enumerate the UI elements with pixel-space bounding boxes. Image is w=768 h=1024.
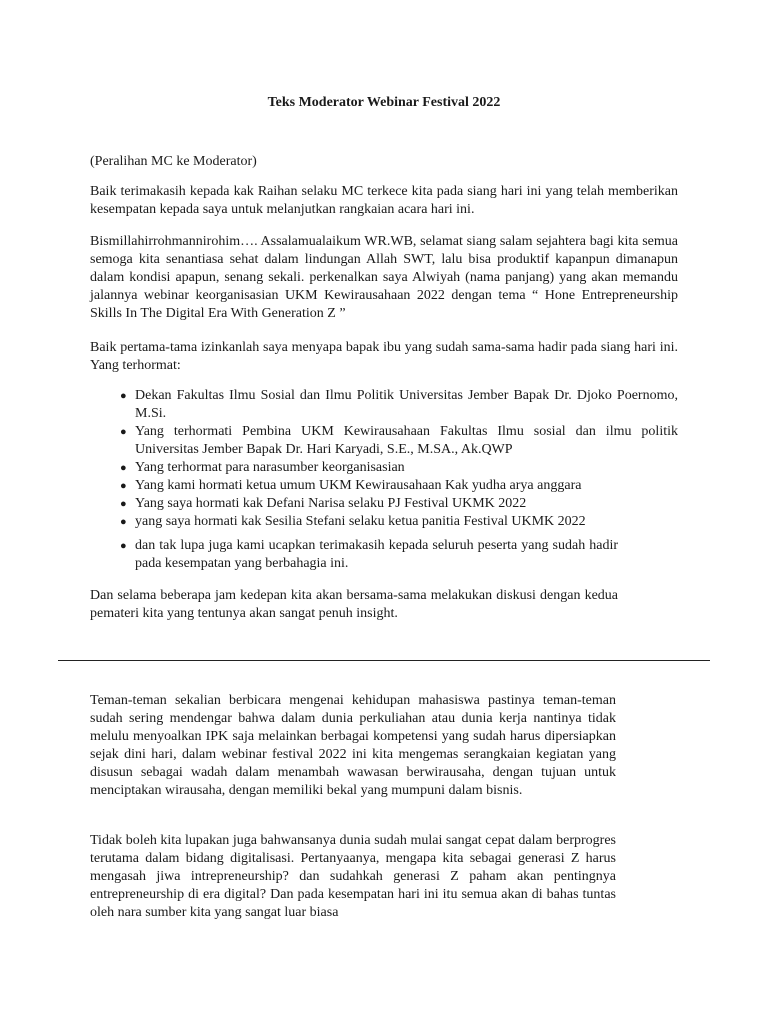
paragraph-greet-attendees: Baik pertama-tama izinkanlah saya menyapa bapak ibu yang sudah sama-sama hadir pada siang hari ini. Yang terhormat: <box>90 340 678 373</box>
list-item-text: Yang terhormati Pembina UKM Kewirausahaan Fakultas Ilmu sosial dan ilmu politik Universitas Jember Bapak Dr. Hari Karyadi, S.E., M.SA., Ak.QWP <box>135 424 678 457</box>
list-item <box>120 537 618 573</box>
bullet-icon: ● <box>120 516 127 528</box>
list-item <box>120 477 678 495</box>
list-item <box>120 459 678 477</box>
paragraph-opening-greeting: Bismillahirrohmannirohim…. Assalamualaikum WR.WB, selamat siang salam sejahtera bagi kita semua semoga kita senantiasa sehat dalam lindungan Allah SWT, lalu bisa produktif kapanpun dimanapun dalam kondisi apapun, senang sekali. perkenalkan saya Alwiyah (nama panjang) yang akan memandu jalannya webinar keorganisasian UKM Kewirausahaan 2022 dengan tema “ Hone Entrepreneurship Skills In The Digital Era With Generation Z ” <box>90 234 678 321</box>
bullet-icon: ● <box>120 480 127 492</box>
bullet-icon: ● <box>120 426 127 438</box>
list-item-text: Yang saya hormati kak Defani Narisa selaku PJ Festival UKMK 2022 <box>135 496 527 511</box>
list-item <box>120 513 618 531</box>
list-item-text: Yang kami hormati ketua umum UKM Kewirausahaan Kak yudha arya anggara <box>135 478 582 493</box>
transition-note: (Peralihan MC ke Moderator) <box>90 154 257 169</box>
paragraph-digitalization: Tidak boleh kita lupakan juga bahwansanya dunia sudah mulai sangat cepat dalam berprogres terutama dalam bidang digitalisasi. Pertanyaanya, mengapa kita sebagai generasi Z harus mengasah jiwa intrepreneurship? dan sudahkah generasi Z paham akan pentingnya entrepreneurship di era digital? Dan pada kesempatan hari ini itu semua akan di bahas tuntas oleh nara sumber kita yang sangat luar biasa <box>90 833 616 920</box>
document-title: Teks Moderator Webinar Festival 2022 <box>267 95 501 110</box>
list-item <box>120 423 678 459</box>
bullet-icon: ● <box>120 498 127 510</box>
list-item-text: dan tak lupa juga kami ucapkan terimakasih kepada seluruh peserta yang sudah hadir pada kesempatan yang berbahagia ini. <box>135 538 618 571</box>
paragraph-closing: Dan selama beberapa jam kedepan kita akan bersama-sama melakukan diskusi dengan kedua pemateri kita yang tentunya akan sangat penuh insight. <box>90 588 618 621</box>
paragraph-thanks-mc: Baik terimakasih kepada kak Raihan selaku MC terkece kita pada siang hari ini yang telah memberikan kesempatan kepada saya untuk melanjutkan rangkaian acara hari ini. <box>90 184 678 217</box>
list-item-text: Yang terhormat para narasumber keorganisasian <box>135 460 405 475</box>
list-item <box>120 387 678 423</box>
list-item-text: Dekan Fakultas Ilmu Sosial dan Ilmu Politik Universitas Jember Bapak Dr. Djoko Poernomo, M.Si. <box>135 388 678 421</box>
bullet-icon: ● <box>120 540 127 552</box>
bullet-icon: ● <box>120 462 127 474</box>
horizontal-divider <box>58 660 710 661</box>
paragraph-student-life: Teman-teman sekalian berbicara mengenai kehidupan mahasiswa pastinya teman-teman sudah sering mendengar bahwa dalam dunia perkuliahan atau dunia kerja nantinya tidak melulu menyoalkan IPK saja melainkan berbagai kompetensi yang sudah harus dipersiapkan sejak dini hari, dalam webinar festival 2022 ini kita mengemas serangkaian kegiatan yang disusun sebagai wadah dalam menambah wawasan berwirausaha, dengan tujuan untuk menciptakan wirausaha, dengan memiliki bekal yang mumpuni dalam bisnis. <box>90 693 616 798</box>
list-item <box>120 495 678 513</box>
honored-guests-list <box>120 387 678 573</box>
bullet-icon: ● <box>120 390 127 402</box>
list-item-text: yang saya hormati kak Sesilia Stefani selaku ketua panitia Festival UKMK 2022 <box>135 514 586 529</box>
